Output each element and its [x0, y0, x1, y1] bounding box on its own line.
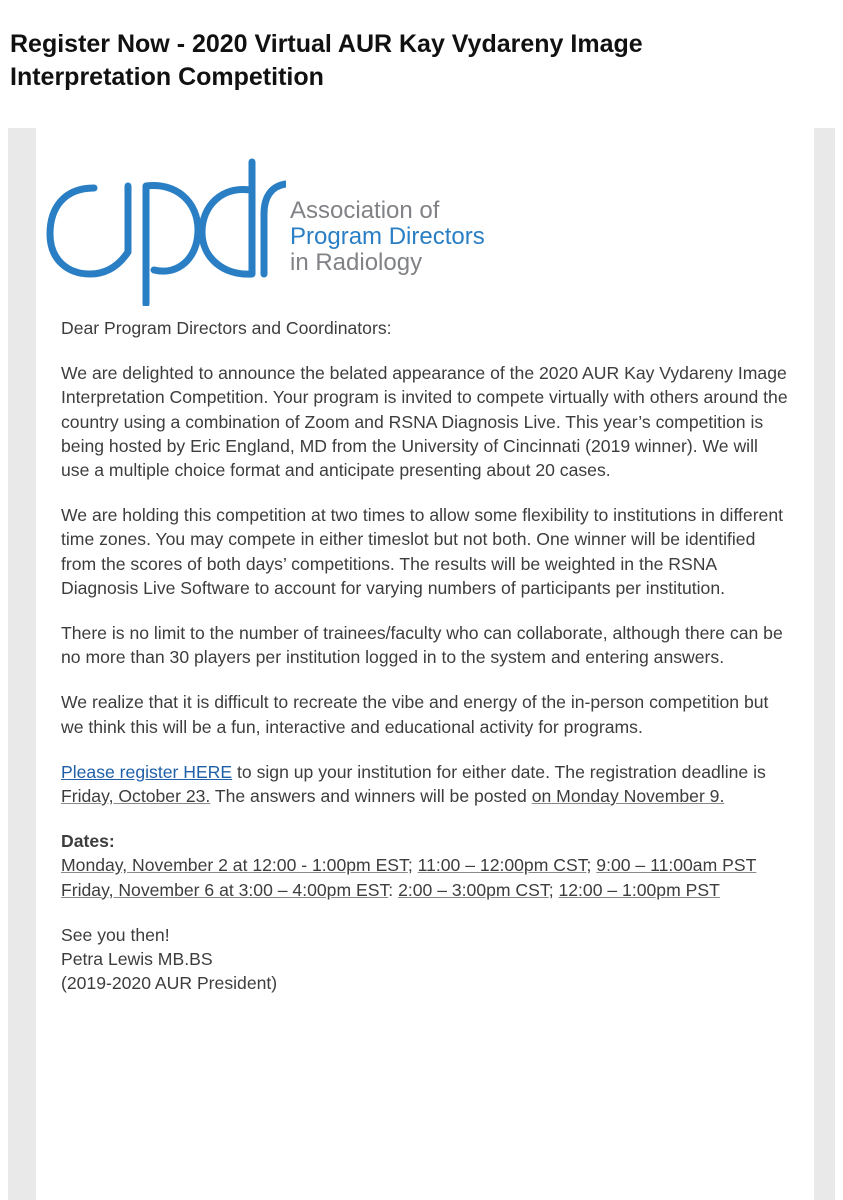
monday-cst: 11:00 – 12:00pm CST	[417, 855, 587, 876]
logo-line-2: Program Directors	[290, 223, 485, 250]
registration-deadline: Friday, October 23.	[61, 786, 211, 807]
separator: ;	[548, 879, 559, 900]
signoff: See you then!	[61, 924, 170, 945]
friday-cst: 2:00 – 3:00pm CST	[398, 879, 549, 900]
dates-heading: Dates:	[61, 831, 115, 852]
monday-est: Monday, November 2 at 12:00 - 1:00pm EST	[61, 855, 408, 876]
email-body	[61, 316, 791, 1016]
monday-pst: 9:00 – 11:00am PST	[596, 855, 757, 876]
friday-pst: 12:00 – 1:00pm PST	[558, 879, 720, 900]
apdr-logo-mark	[46, 156, 286, 306]
signature	[61, 923, 791, 996]
separator: :	[388, 879, 399, 900]
paragraph-register	[61, 760, 791, 808]
separator: ;	[407, 855, 418, 876]
logo-line-1: Association of	[290, 197, 440, 224]
page-title: Register Now - 2020 Virtual AUR Kay Vydareny Image Interpretation Competition	[10, 30, 643, 91]
paragraph-participants: There is no limit to the number of trainees/faculty who can collaborate, although there can be no more than 30 players per institution logged in to the system and entering answers.	[61, 623, 783, 668]
email-card	[36, 128, 814, 1200]
apdr-logo-text	[290, 198, 485, 276]
apdr-logo	[46, 156, 506, 306]
paragraph-timeslots: We are holding this competition at two times to allow some flexibility to institutions in different time zones. You may compete in either timeslot but not both. One winner will be identified from the scores of both days’ competitions. The results will be weighted in the RSNA Diagnosis Live Software to account for varying numbers of participants per institution.	[61, 505, 784, 598]
paragraph-vibe: We realize that it is difficult to recreate the vibe and energy of the in-person competition but we think this will be a fun, interactive and educational activity for programs.	[61, 692, 769, 737]
dates-block	[61, 829, 791, 902]
friday-est: Friday, November 6 at 3:00 – 4:00pm EST	[61, 879, 389, 900]
logo-line-3: in Radiology	[290, 249, 423, 276]
results-date: on Monday November 9.	[531, 786, 725, 807]
register-text-1: to sign up your institution for either date. The registration deadline is	[232, 761, 766, 782]
sender-title: (2019-2020 AUR President)	[61, 973, 278, 994]
register-link[interactable]: Please register HERE	[61, 761, 233, 782]
separator: ;	[586, 855, 597, 876]
register-text-2: The answers and winners will be posted	[210, 786, 532, 807]
greeting: Dear Program Directors and Coordinators:	[61, 318, 392, 338]
sender-name: Petra Lewis MB.BS	[61, 949, 213, 970]
paragraph-announcement: We are delighted to announce the belated appearance of the 2020 AUR Kay Vydareny Image Interpretation Competition. Your program is invited to compete virtually with others around the country using a combination of Zoom and RSNA Diagnosis Live. This year’s competition is being hosted by Eric England, MD from the University of Cincinnati (2019 winner). We will use a multiple choice format and anticipate presenting about 20 cases.	[61, 363, 788, 481]
